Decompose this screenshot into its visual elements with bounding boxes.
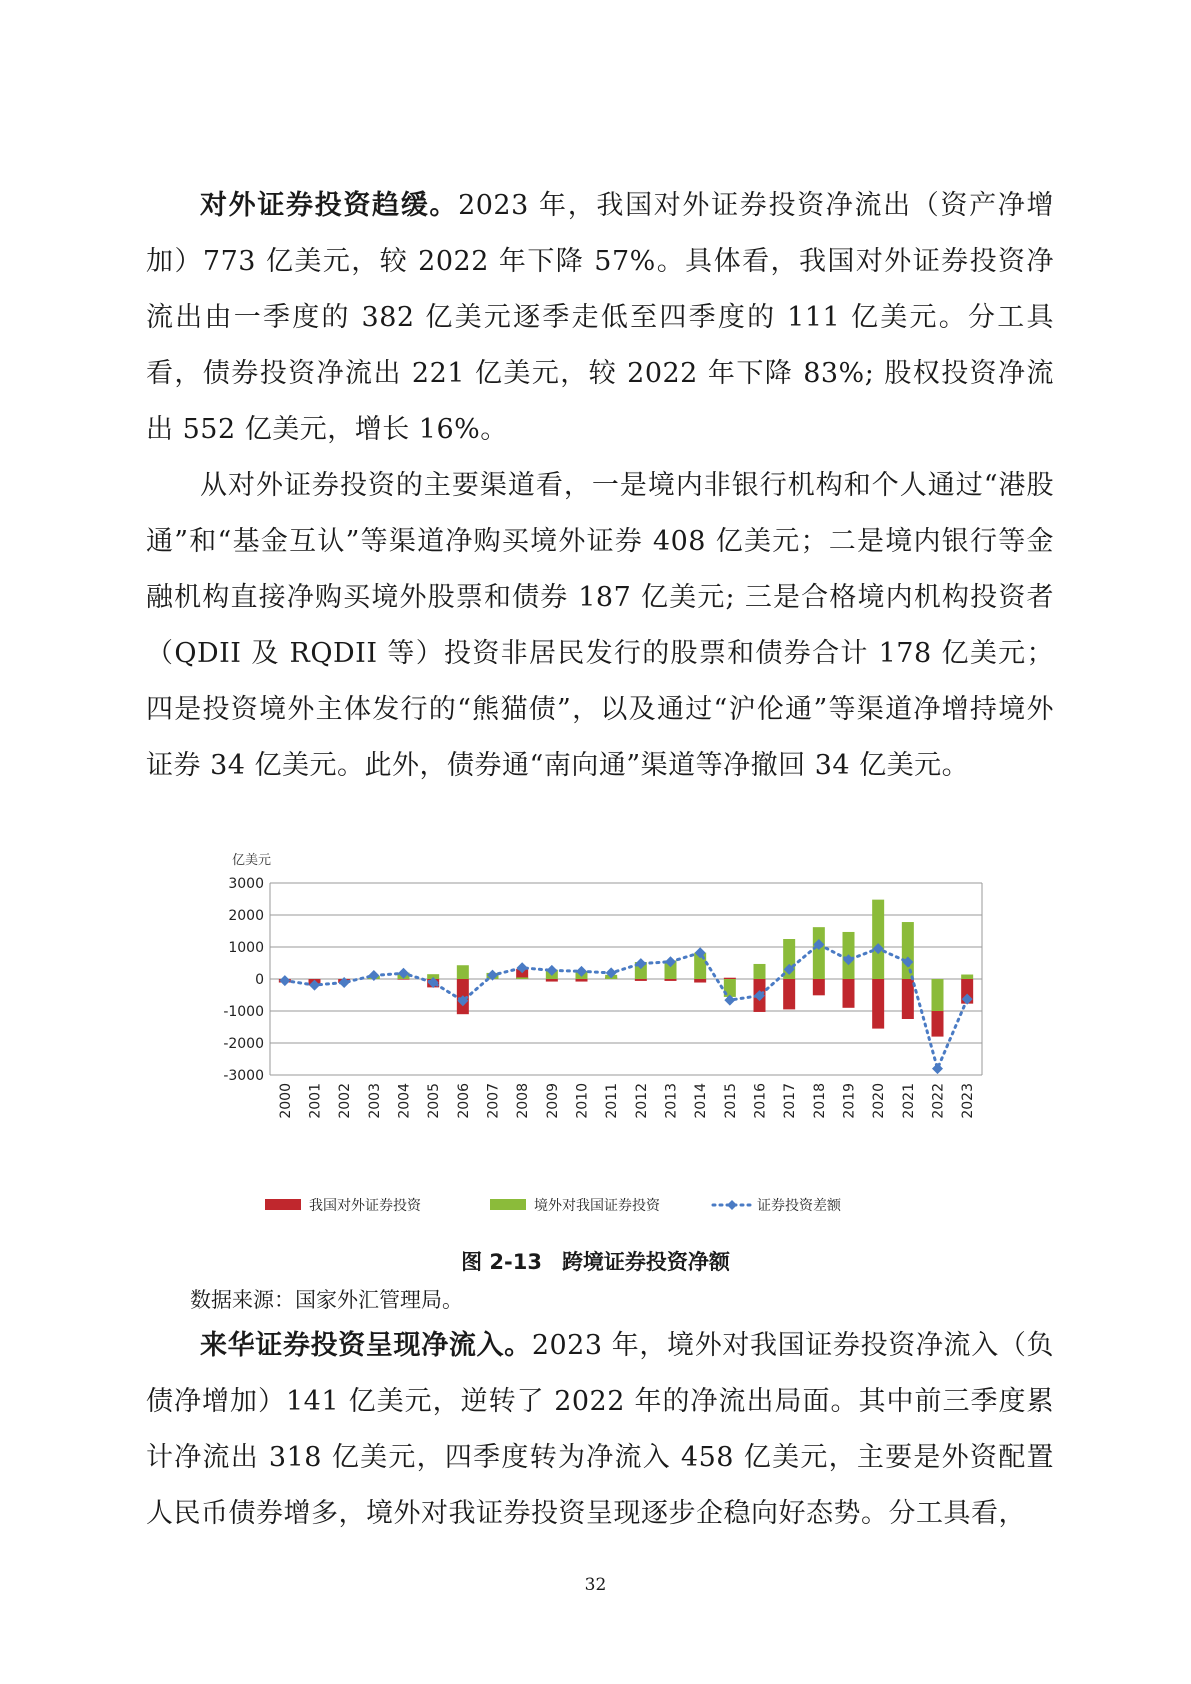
page-number: 32 xyxy=(584,1575,607,1595)
bar-inward xyxy=(813,927,825,979)
paragraph-heading: 对外证券投资趋缓。 xyxy=(200,190,459,221)
bar-outward xyxy=(872,979,884,1029)
bar-outward xyxy=(783,979,795,1009)
y-axis-unit-label: 亿美元 xyxy=(232,853,272,868)
y-tick-label: -1000 xyxy=(223,1004,264,1020)
x-tick-label: 2004 xyxy=(396,1083,413,1119)
bar-outward xyxy=(665,979,677,981)
y-tick-label: -2000 xyxy=(223,1036,264,1052)
legend-label: 证券投资差额 xyxy=(757,1198,841,1214)
legend-swatch-marker xyxy=(727,1200,737,1210)
cross-border-portfolio-chart xyxy=(220,850,1000,1230)
y-tick-label: 3000 xyxy=(228,876,264,892)
bar-inward xyxy=(754,964,766,979)
paragraph-channels xyxy=(146,458,1054,794)
bar-outward xyxy=(576,979,588,982)
figure-caption xyxy=(0,1246,1191,1276)
bar-outward xyxy=(813,979,825,995)
legend-label: 我国对外证券投资 xyxy=(309,1198,421,1214)
figure-title: 跨境证券投资净额 xyxy=(561,1250,730,1274)
bar-outward xyxy=(398,979,410,980)
bar-inward xyxy=(932,979,944,1011)
y-tick-label: -3000 xyxy=(223,1068,264,1084)
x-tick-label: 2022 xyxy=(930,1083,947,1119)
bar-outward xyxy=(635,979,647,981)
balance-line xyxy=(285,944,967,1068)
x-tick-label: 2005 xyxy=(426,1083,443,1119)
paragraph-inward-portfolio xyxy=(146,1318,1054,1542)
paragraph-body: 2023 年，我国对外证券投资净流出（资产净增加）773 亿美元，较 2022 年下降 57%。具体看，我国对外证券投资净流出由一季度的 382 亿美元逐季走低至四季度的 111 亿美元。分工具看，债券投资净流出 221 亿美元，较 2022 年下降 83%; 股权投资净流出 552 亿美元，增长 16%。 xyxy=(146,190,1055,445)
bar-outward xyxy=(724,978,736,979)
x-tick-label: 2009 xyxy=(544,1083,561,1119)
bar-inward xyxy=(961,975,973,979)
y-tick-label: 0 xyxy=(255,972,264,988)
x-tick-label: 2020 xyxy=(871,1083,888,1119)
legend-label: 境外对我国证券投资 xyxy=(534,1198,660,1214)
figure-source: 数据来源：国家外汇管理局。 xyxy=(190,1288,463,1312)
bar-inward xyxy=(902,922,914,979)
x-tick-label: 2010 xyxy=(574,1083,591,1119)
x-tick-label: 2011 xyxy=(604,1083,621,1119)
x-tick-label: 2023 xyxy=(960,1083,977,1119)
x-tick-label: 2017 xyxy=(782,1083,799,1119)
x-tick-label: 2019 xyxy=(841,1083,858,1119)
x-tick-label: 2013 xyxy=(663,1083,680,1119)
bar-inward xyxy=(457,965,469,979)
bar-outward xyxy=(546,979,558,982)
paragraph-body: 2023 年，境外对我国证券投资净流入（负债净增加）141 亿美元，逆转了 2022 年的净流出局面。其中前三季度累计净流出 318 亿美元，四季度转为净流入 458 亿美元，主要是外资配置人民币债券增多，境外对我证券投资呈现逐步企稳向好态势。分工具看， xyxy=(146,1330,1055,1529)
x-tick-label: 2021 xyxy=(900,1083,917,1119)
paragraph-body: 从对外证券投资的主要渠道看，一是境内非银行机构和个人通过“港股通”和“基金互认”等渠道净购买境外证券 408 亿美元；二是境内银行等金融机构直接净购买境外股票和债券 187 亿美元; 三是合格境内机构投资者（QDII 及 RQDII 等）投资非居民发行的股票和债券合计 178 亿美元；四是投资境外主体发行的“熊猫债”，以及通过“沪伦通”等渠道净增持境外证券 34 亿美元。此外，债券通“南向通”渠道等净撤回 34 亿美元。 xyxy=(146,470,1054,781)
balance-point xyxy=(932,1063,943,1074)
y-tick-label: 2000 xyxy=(228,908,264,924)
x-tick-label: 2014 xyxy=(693,1083,710,1119)
x-tick-label: 2000 xyxy=(277,1083,294,1119)
x-tick-label: 2016 xyxy=(752,1083,769,1119)
bar-outward xyxy=(694,979,706,983)
bar-inward xyxy=(516,977,528,979)
bar-outward xyxy=(843,979,855,1008)
y-tick-label: 1000 xyxy=(228,940,264,956)
x-tick-label: 2015 xyxy=(722,1083,739,1119)
x-tick-label: 2006 xyxy=(455,1083,472,1119)
bar-inward xyxy=(872,900,884,979)
x-tick-label: 2002 xyxy=(337,1083,354,1119)
x-tick-label: 2018 xyxy=(811,1083,828,1119)
figure-number: 图 2-13 xyxy=(461,1250,542,1274)
x-tick-label: 2001 xyxy=(307,1083,324,1119)
bar-outward xyxy=(902,979,914,1019)
x-tick-label: 2003 xyxy=(366,1083,383,1119)
paragraph-outward-portfolio xyxy=(146,178,1054,458)
legend-swatch xyxy=(490,1199,526,1210)
legend-swatch xyxy=(265,1199,301,1210)
x-tick-label: 2008 xyxy=(515,1083,532,1119)
paragraph-heading: 来华证券投资呈现净流入。 xyxy=(200,1330,532,1361)
balance-point xyxy=(279,975,290,986)
x-tick-label: 2007 xyxy=(485,1083,502,1119)
x-tick-label: 2012 xyxy=(633,1083,650,1119)
